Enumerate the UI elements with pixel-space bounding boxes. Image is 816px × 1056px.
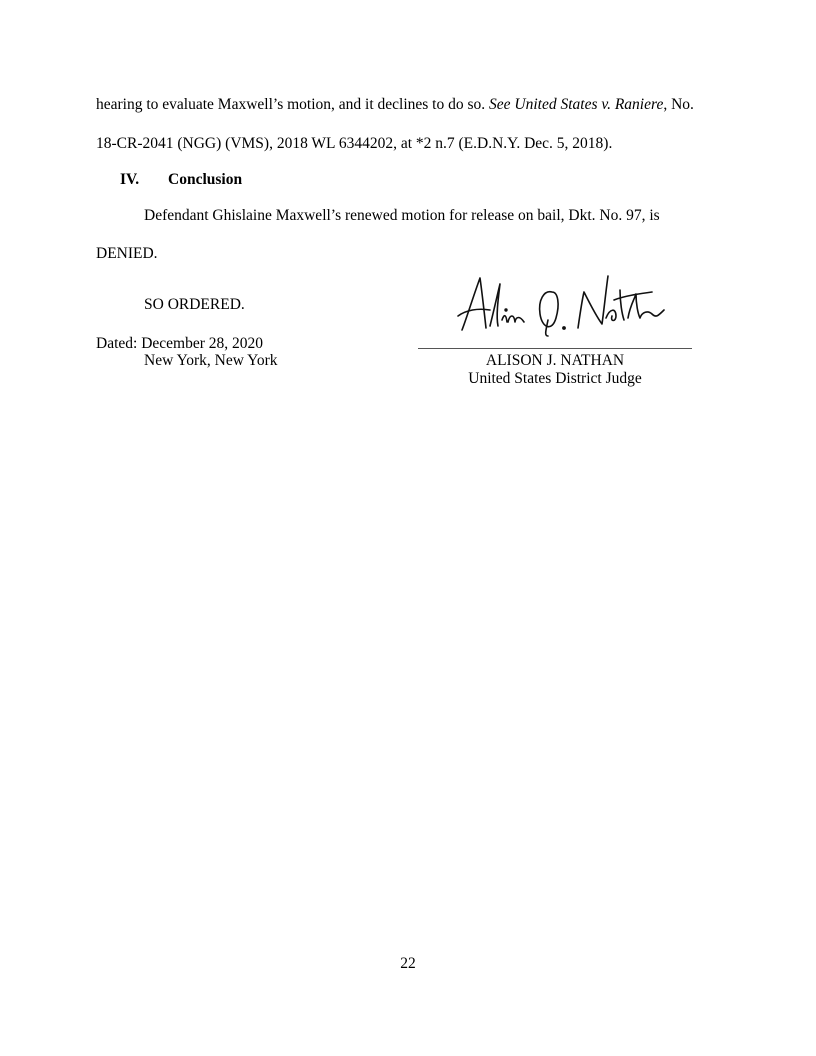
- signature-line: [418, 348, 692, 349]
- paragraph-line-1: [96, 96, 694, 114]
- section-heading: [120, 171, 242, 189]
- judge-title: United States District Judge: [468, 370, 642, 387]
- section-number: IV.: [120, 171, 140, 188]
- paragraph-line-2: 18-CR-2041 (NGG) (VMS), 2018 WL 6344202, at *2 n.7 (E.D.N.Y. Dec. 5, 2018).: [96, 135, 613, 152]
- handwritten-signature: [452, 270, 672, 342]
- location-line: New York, New York: [144, 352, 278, 369]
- conclusion-paragraph-line-2: DENIED.: [96, 245, 158, 262]
- section-title: Conclusion: [168, 171, 243, 188]
- case-citation: See United States v. Raniere: [489, 96, 664, 113]
- page-number: 22: [400, 955, 416, 972]
- conclusion-paragraph-line-1: Defendant Ghislaine Maxwell’s renewed motion for release on bail, Dkt. No. 97, is: [144, 207, 660, 224]
- text-run: , No.: [663, 96, 694, 113]
- judge-name: ALISON J. NATHAN: [485, 352, 625, 369]
- dated-line: Dated: December 28, 2020: [96, 335, 263, 352]
- text-run: hearing to evaluate Maxwell’s motion, and it declines to do so.: [96, 96, 490, 113]
- so-ordered: SO ORDERED.: [144, 296, 245, 313]
